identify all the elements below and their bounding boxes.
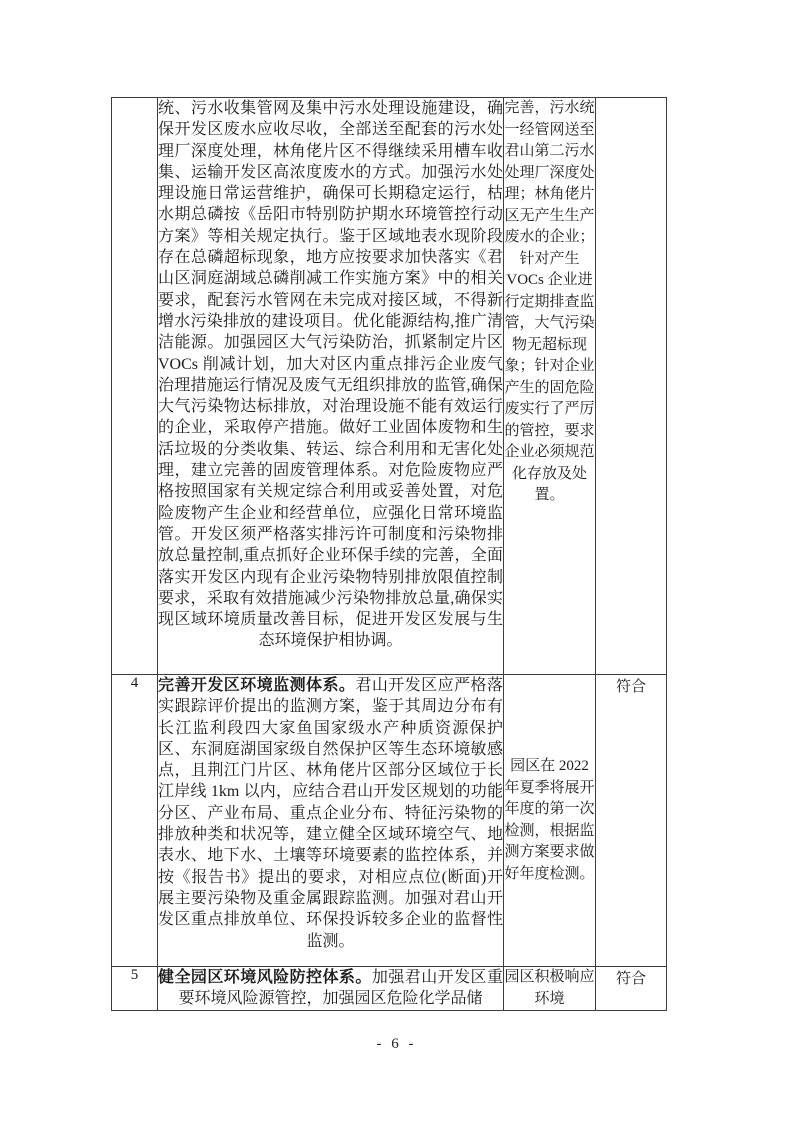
- status-text: 符合: [615, 971, 646, 987]
- implementation-summary-cell: [504, 98, 596, 675]
- status-cell: [596, 675, 667, 967]
- measure-body: 加强君山开发区重要环境风险源管控，加强园区危险化学品储: [178, 969, 503, 1008]
- table-row: [112, 967, 667, 1011]
- measure-body: 统、污水收集管网及集中污水处理设施建设，确保开发区废水应收尽收，全部送至配套的污水处理厂深度处理，林角佬片区不得继续采用槽车收集、运输开发区高浓度废水的方式。加强污水处理设施日常运营维护，确保可长期稳定运行，枯水期总磷按《岳阳市特别防护期水环境管控行动方案》等相关规定执行。鉴于区域地表水现阶段存在总磷超标现象，地方应按要求加快落实《君山区洞庭湖域总磷削减工作实施方案》中的相关要求，配套污水管网在未完成对接区域，不得新增水污染排放的建设项目。优化能源结构,推广清洁能源。加强园区大气污染防治，抓紧制定片区 VOCs 削减计划，加大对区内重点排污企业废气治理措施运行情况及废气无组织排放的监管,确保大气污染物达标排放，对治理设施不能有效运行的企业，采取停产措施。做好工业固体废物和生活垃圾的分类收集、转运、综合利用和无害化处理，建立完善的固废管理体系。对危险废物应严格按照国家有关规定综合利用或妥善处置，对危险废物产生企业和经营单位，应强化日常环境监管。开发区须严格落实排污许可制度和污染物排放总量控制,重点抓好企业环保手续的完善，全面落实开发区内现有企业污染物特别排放限值控制要求，采取有效措施减少污染物排放总量,确保实现区域环境质量改善目标，促进开发区发展与生态环境保护相协调。: [158, 100, 503, 650]
- measure-title: 健全园区环境风险防控体系。: [158, 969, 372, 986]
- row-number: 5: [130, 967, 139, 983]
- clipped-text-region: [504, 967, 595, 1009]
- compliance-table: [111, 97, 667, 1011]
- implementation-summary: 园区积极响应环境: [504, 969, 595, 1007]
- measure-title: 完善开发区环境监测体系。: [158, 677, 356, 694]
- table-row: [112, 98, 667, 675]
- row-number-cell: [112, 675, 158, 967]
- status-cell: [596, 967, 667, 1011]
- row-number-cell: [112, 967, 158, 1011]
- page-number-footer: - 6 -: [376, 1036, 417, 1052]
- measure-text-cell: [158, 98, 504, 675]
- row-number: 4: [130, 675, 139, 691]
- clipped-text-region: [158, 967, 503, 1009]
- implementation-summary-cell: [504, 675, 596, 967]
- status-text: 符合: [615, 679, 646, 695]
- implementation-summary-cell: [504, 967, 596, 1011]
- status-cell: [596, 98, 667, 675]
- measure-text-cell: [158, 675, 504, 967]
- implementation-summary: 园区在 2022 年夏季将展开年度的第一次检测，根据监测方案要求做好年度检测。: [504, 758, 595, 882]
- row-number-cell: [112, 98, 158, 675]
- measure-body: 君山开发区应严格落实跟踪评价提出的监测方案，鉴于其周边分布有长江监利段四大家鱼国家级水产种质资源保护区、东洞庭湖国家级自然保护区等生态环境敏感点，且荆江门片区、林角佬片区部分区域位于长江岸线 1km 以内，应结合君山开发区规划的功能分区、产业布局、重点企业分布、特征污染物的排放种类和状况等，建立健全区域环境空气、地表水、地下水、土壤等环境要素的监控体系，并按《报告书》提出的要求，对相应点位(断面)开展主要污染物及重金属跟踪监测。加强对君山开发区重点排放单位、环保投诉较多企业的监督性监测。: [158, 677, 503, 950]
- measure-text-cell: [158, 967, 504, 1011]
- implementation-summary: 完善，污水统一经管网送至君山第二污水处理厂深度处理；林角佬片区无产生生产废水的企业；针对产生 VOCs 企业进行定期排查监管，大气污染物无超标现象；针对企业产生的固危险废实行了严厉的管控，要求企业必须规范化存放及处置。: [504, 100, 595, 503]
- table-row: [112, 675, 667, 967]
